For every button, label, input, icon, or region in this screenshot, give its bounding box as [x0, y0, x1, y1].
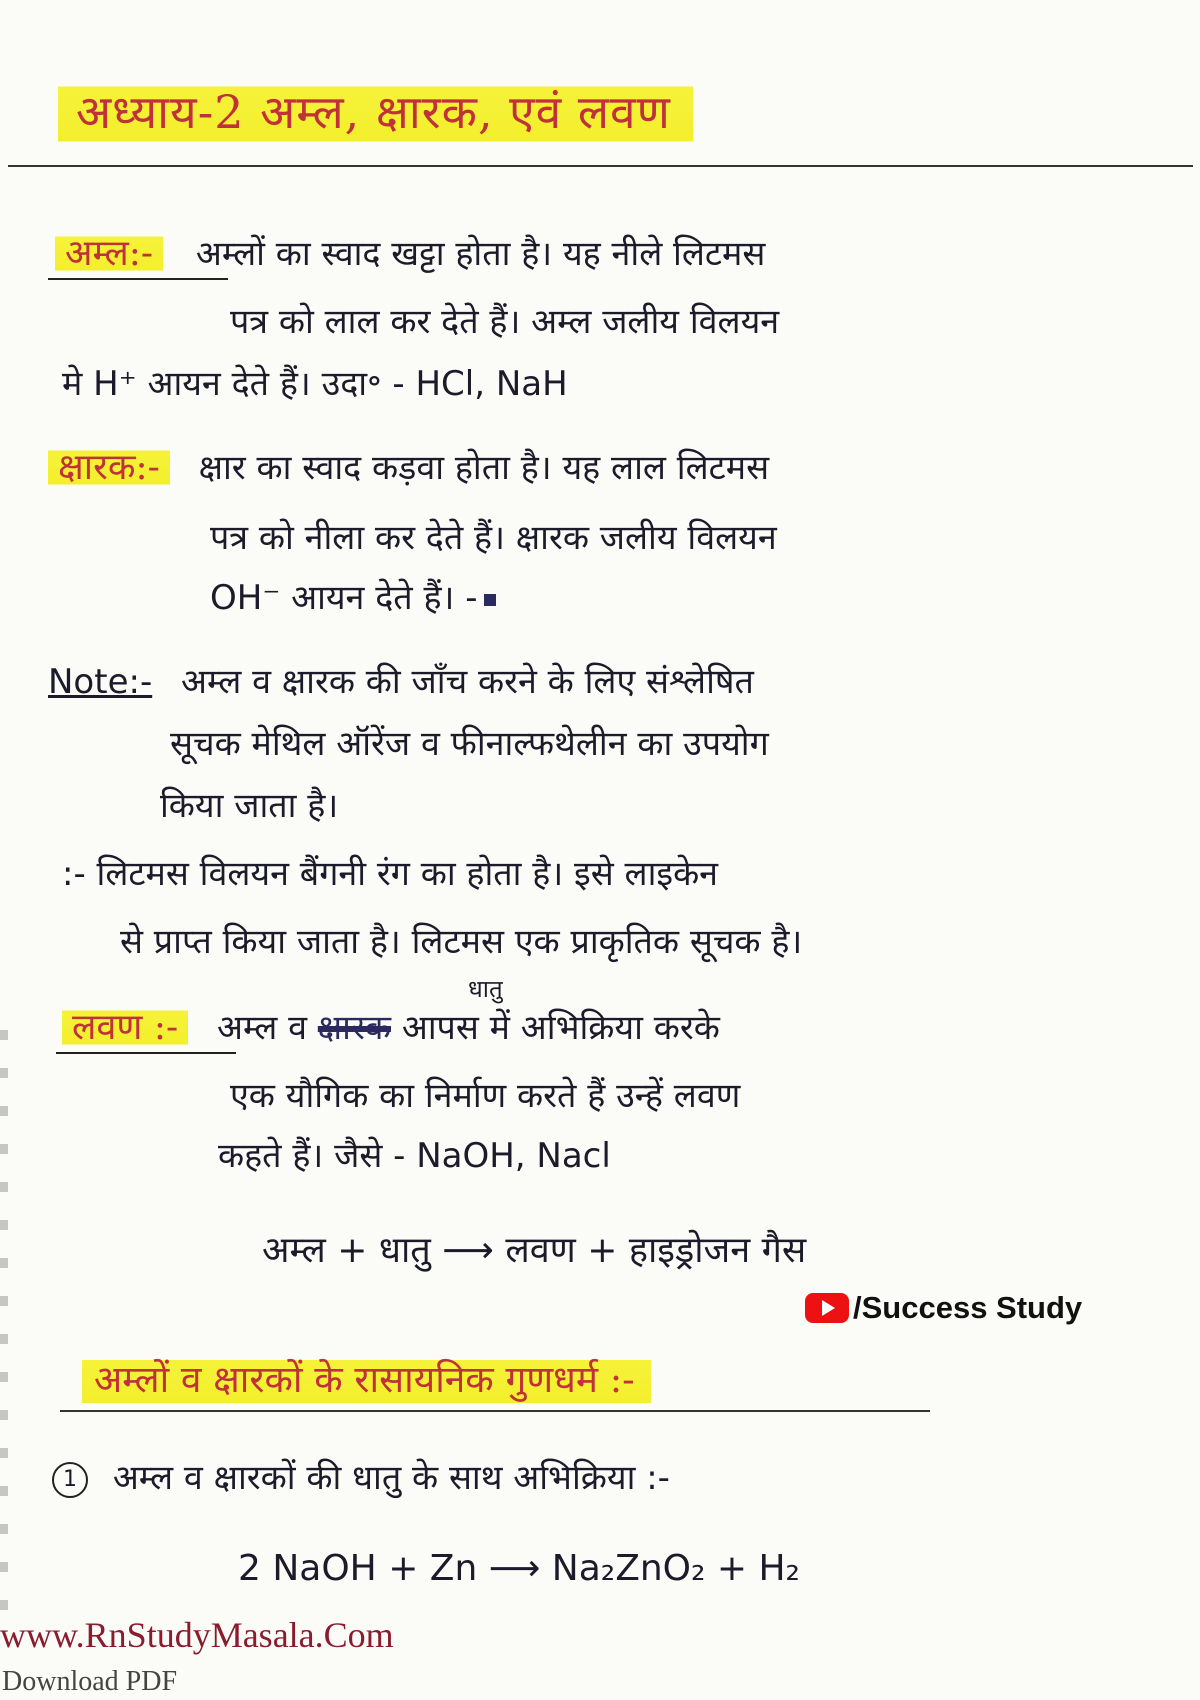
section-heading: [82, 1352, 651, 1403]
equation-naoh-zn: 2 NaOH + Zn ⟶ Na₂ZnO₂ + H₂: [238, 1548, 800, 1589]
litmus-line-2: से प्राप्त किया जाता है। लिटमस एक प्राकृतिक सूचक है।: [120, 922, 803, 962]
note-label: Note:-: [48, 662, 153, 702]
ink-blot: [484, 594, 496, 606]
section-heading-text: अम्लों व क्षारकों के रासायनिक गुणधर्म :-: [82, 1356, 651, 1407]
point-1-text: अम्ल व क्षारकों की धातु के साथ अभिक्रिया :-: [112, 1458, 670, 1498]
base-line-1: [48, 446, 769, 490]
point-1: [52, 1456, 670, 1500]
acid-line-3: मे H⁺ आयन देते हैं। उदा॰ - HCl, NaH: [62, 364, 568, 404]
chapter-title: [58, 80, 693, 142]
litmus-line-1: :- लिटमस विलयन बैंगनी रंग का होता है। इसे लाइकेन: [62, 854, 719, 894]
salt-text-1a: अम्ल व: [217, 1008, 307, 1048]
youtube-icon: [805, 1293, 849, 1323]
salt-text-1b: आपस में अभिक्रिया करके: [401, 1008, 720, 1048]
equation-acid-metal: अम्ल + धातु ⟶ लवण + हाइड्रोजन गैस: [262, 1230, 807, 1271]
spiral-binding: [0, 1030, 8, 1610]
base-text-1: क्षार का स्वाद कड़वा होता है। यह लाल लिटमस: [198, 448, 770, 488]
salt-line-3: कहते हैं। जैसे - NaOH, Nacl: [218, 1136, 611, 1176]
base-line-2: पत्र को नीला कर देते हैं। क्षारक जलीय विलयन: [210, 518, 777, 558]
acid-line-1: [55, 232, 765, 276]
youtube-watermark: [805, 1290, 1082, 1326]
salt-label: लवण :-: [62, 1007, 188, 1048]
acid-underline: [48, 278, 228, 280]
chapter-title-text: अध्याय-2 अम्ल, क्षारक, एवं लवण: [58, 81, 693, 147]
website-link[interactable]: www.RnStudyMasala.Com: [0, 1615, 394, 1655]
title-rule: [8, 165, 1193, 167]
point-number-circle: 1: [52, 1462, 88, 1498]
base-label: क्षारक:-: [48, 447, 170, 488]
note-line-1: [48, 660, 754, 704]
note-text-1: अम्ल व क्षारक की जाँच करने के लिए संश्लेषित: [181, 662, 754, 702]
base-text-3: OH⁻ आयन देते हैं। -: [210, 578, 478, 618]
acid-line-2: पत्र को लाल कर देते हैं। अम्ल जलीय विलयन: [230, 302, 780, 342]
salt-overword: धातु: [468, 975, 503, 1003]
note-line-2: सूचक मेथिल ऑरेंज व फीनाल्फथेलीन का उपयोग: [170, 724, 769, 764]
salt-underline: [56, 1052, 236, 1054]
salt-line-1: [62, 1006, 720, 1050]
acid-text-1: अम्लों का स्वाद खट्टा होता है। यह नीले लिटमस: [195, 234, 766, 274]
salt-line-2: एक यौगिक का निर्माण करते हैं उन्हें लवण: [230, 1076, 741, 1116]
acid-label: अम्ल:-: [55, 233, 163, 274]
download-pdf-link[interactable]: Download PDF: [2, 1666, 178, 1697]
base-line-3: [210, 576, 502, 620]
watermark-text: /Success Study: [853, 1290, 1083, 1325]
section-rule: [60, 1410, 930, 1412]
salt-struck-word: क्षारक: [317, 1008, 391, 1048]
note-line-3: किया जाता है।: [160, 786, 339, 826]
